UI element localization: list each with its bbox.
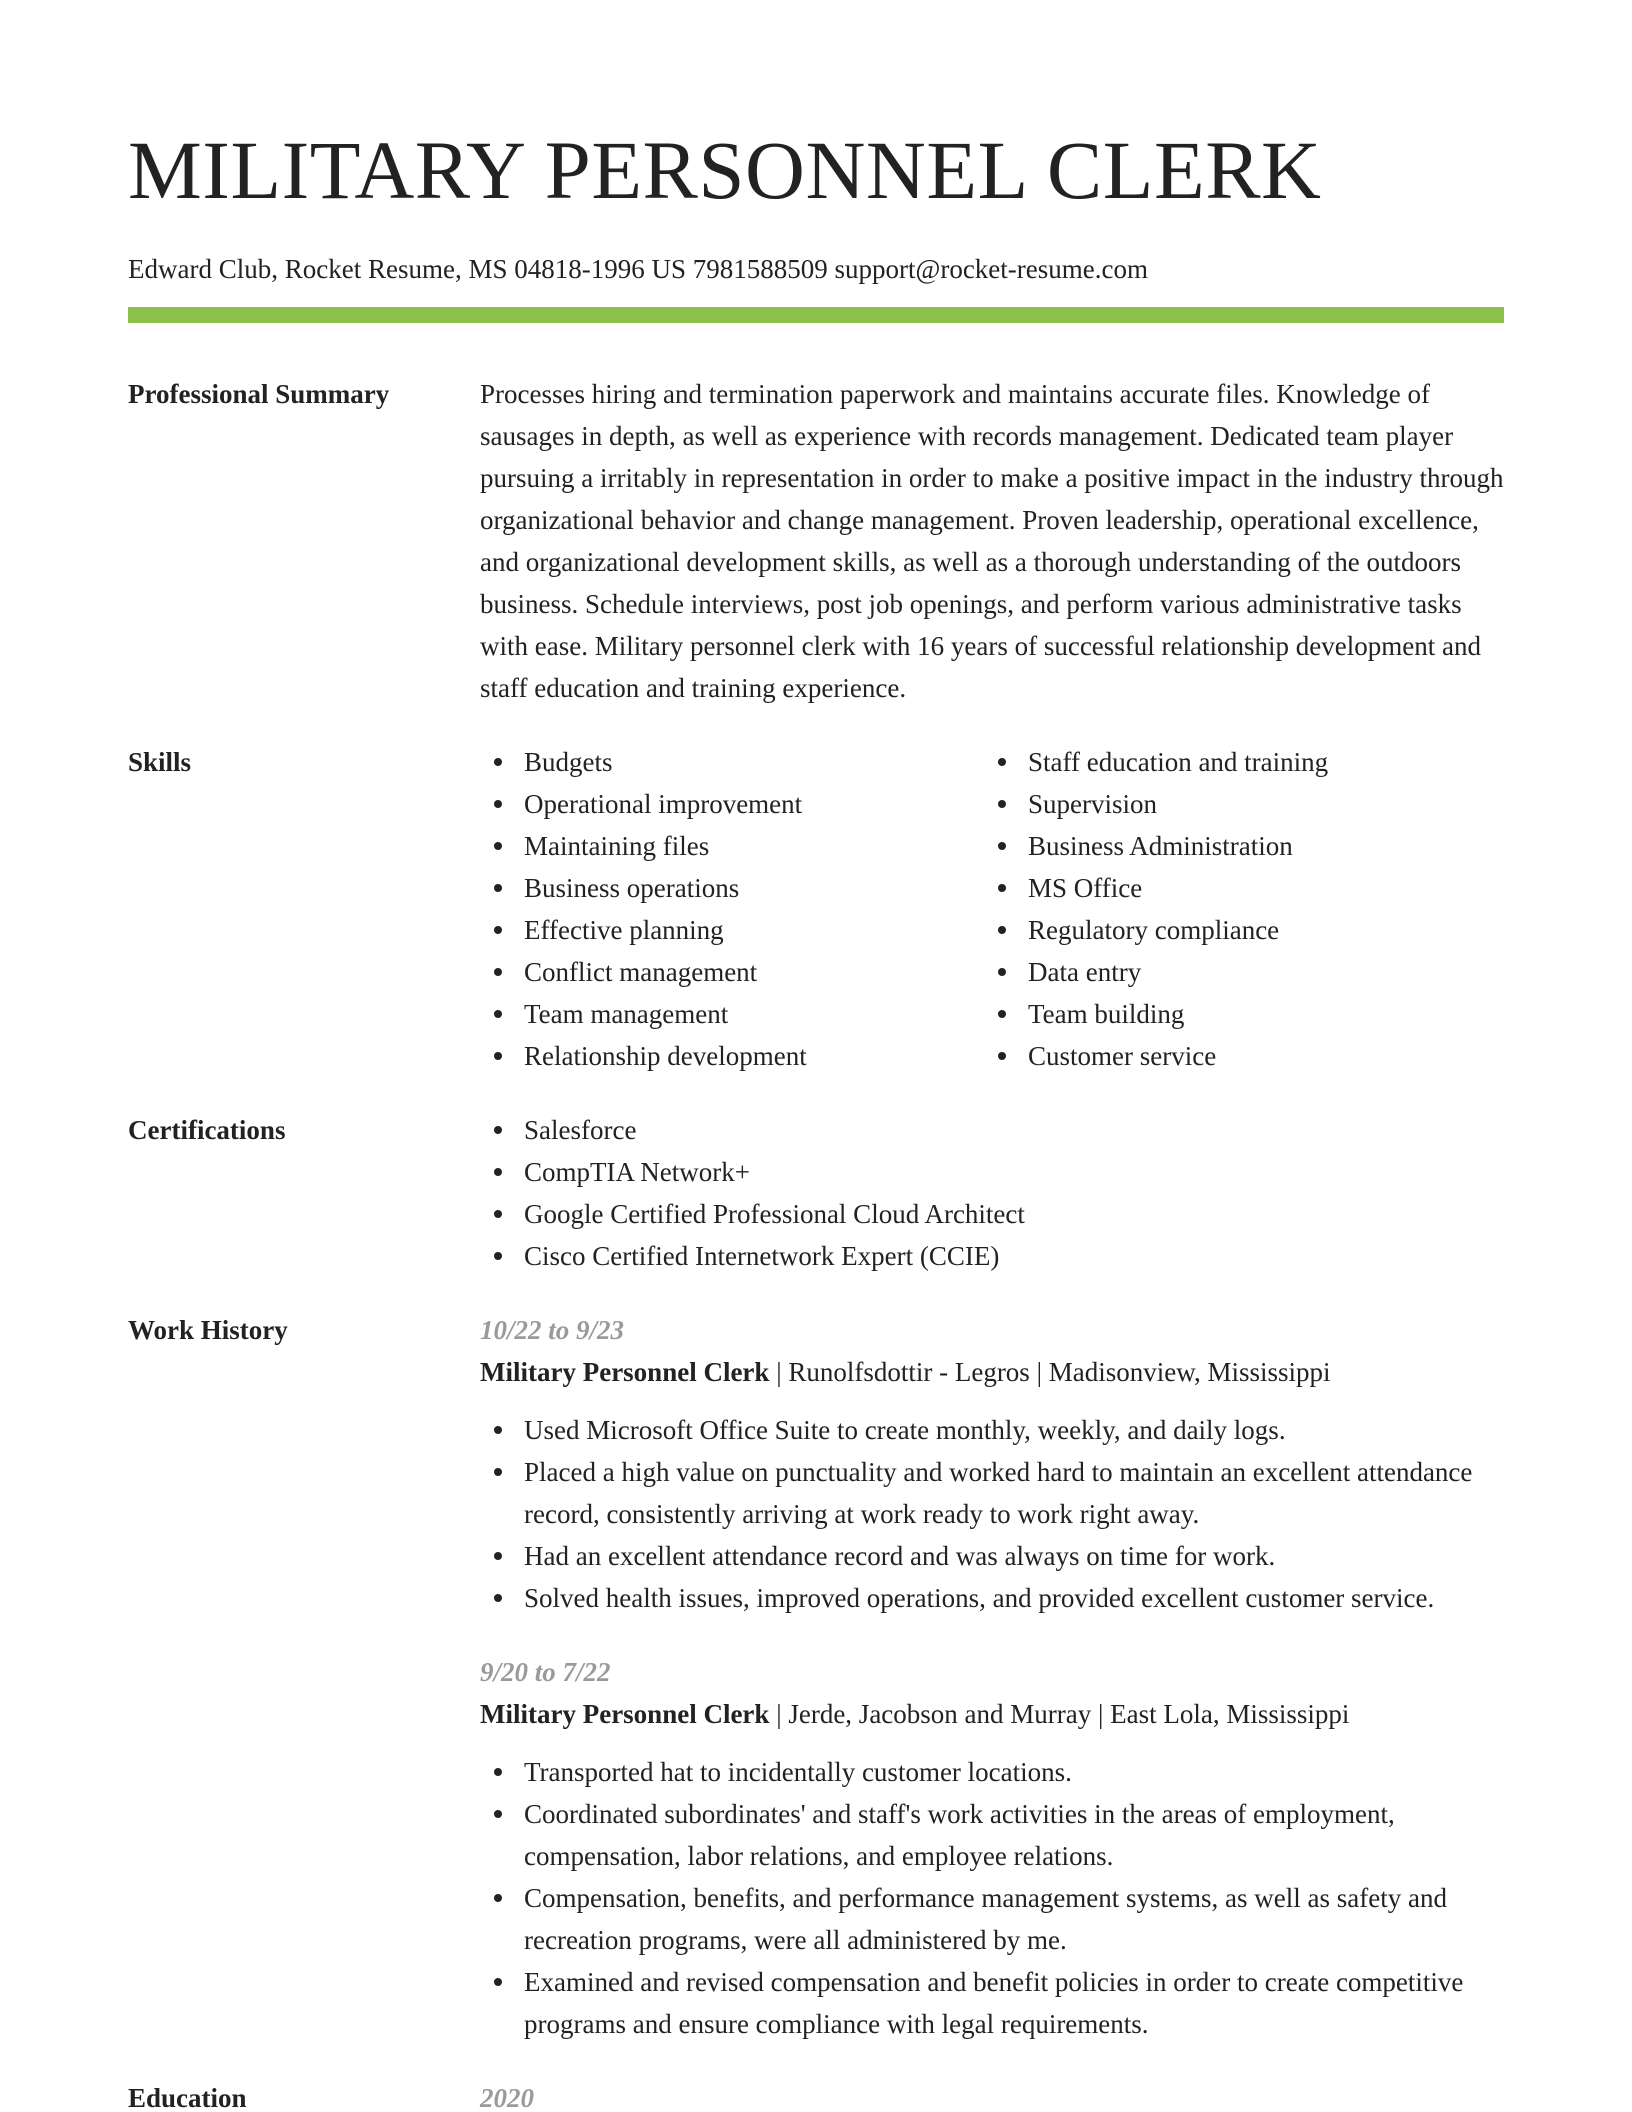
contact-line: Edward Club, Rocket Resume, MS 04818-1996 US 7981588509 support@rocket-resume.com — [128, 254, 1148, 284]
skills-section — [128, 741, 1504, 1077]
job-entry — [480, 1651, 1504, 2045]
skill-item: Customer service — [984, 1035, 1488, 1077]
certification-item: CompTIA Network+ — [480, 1151, 1504, 1193]
job-title: Military Personnel Clerk — [480, 1699, 770, 1729]
job-duty: Used Microsoft Office Suite to create monthly, weekly, and daily logs. — [480, 1409, 1504, 1451]
skill-item: Business operations — [480, 867, 984, 909]
resume-page — [128, 0, 1504, 2112]
certifications-list — [480, 1109, 1504, 1277]
job-dates: 10/22 to 9/23 — [480, 1315, 625, 1345]
work-history-section — [128, 1309, 1504, 2045]
skills-list-left — [480, 741, 984, 1077]
accent-divider — [128, 307, 1504, 323]
certifications-section — [128, 1109, 1504, 1277]
skill-item: Effective planning — [480, 909, 984, 951]
certifications-heading: Certifications — [128, 1115, 286, 1145]
education-body — [480, 2077, 1504, 2112]
skill-item: Business Administration — [984, 825, 1488, 867]
skill-item: Budgets — [480, 741, 984, 783]
job-title-line — [480, 1351, 1504, 1393]
skill-item: Regulatory compliance — [984, 909, 1488, 951]
skills-heading: Skills — [128, 747, 192, 777]
skills-list-right — [984, 741, 1488, 1077]
job-dates: 9/20 to 7/22 — [480, 1657, 611, 1687]
certifications-body — [480, 1109, 1504, 1277]
summary-text: Processes hiring and termination paperwork and maintains accurate files. Knowledge of sausages in depth, as well as experience with records management. Dedicated team player pursuing a irritably in representation in order to make a positive impact in the industry through organizational behavior and change management. Proven leadership, operational excellence, and organizational development skills, as well as a thorough understanding of the outdoors business. Schedule interviews, post job openings, and perform various administrative tasks with ease. Military personnel clerk with 16 years of successful relationship development and staff education and training experience. — [480, 379, 1504, 703]
job-duty: Examined and revised compensation and benefit policies in order to create competitive programs and ensure compliance with legal requirements. — [480, 1961, 1504, 2045]
job-duty: Had an excellent attendance record and was always on time for work. — [480, 1535, 1504, 1577]
job-duty: Coordinated subordinates' and staff's work activities in the areas of employment, compensation, labor relations, and employee relations. — [480, 1793, 1504, 1877]
skill-item: MS Office — [984, 867, 1488, 909]
job-duty: Transported hat to incidentally customer locations. — [480, 1751, 1504, 1793]
summary-heading: Professional Summary — [128, 379, 390, 409]
work-history-body — [480, 1309, 1504, 2045]
education-year: 2020 — [480, 2083, 534, 2112]
skill-item: Conflict management — [480, 951, 984, 993]
skill-item: Maintaining files — [480, 825, 984, 867]
job-duty: Placed a high value on punctuality and worked hard to maintain an excellent attendance record, consistently arriving at work ready to work right away. — [480, 1451, 1504, 1535]
work-history-heading: Work History — [128, 1315, 288, 1345]
job-title: Military Personnel Clerk — [480, 1357, 770, 1387]
job-employer-location: | Jerde, Jacobson and Murray | East Lola, Mississippi — [769, 1699, 1350, 1729]
skill-item: Relationship development — [480, 1035, 984, 1077]
job-duty: Solved health issues, improved operations, and provided excellent customer service. — [480, 1577, 1504, 1619]
job-title-line — [480, 1693, 1504, 1735]
skill-item: Staff education and training — [984, 741, 1488, 783]
education-section — [128, 2077, 1504, 2112]
resume-name: MILITARY PERSONNEL CLERK — [128, 124, 1322, 216]
education-heading: Education — [128, 2083, 247, 2112]
job-duties-list — [480, 1751, 1504, 2045]
skill-item: Team management — [480, 993, 984, 1035]
skill-item: Team building — [984, 993, 1488, 1035]
certification-item: Cisco Certified Internetwork Expert (CCIE) — [480, 1235, 1504, 1277]
skill-item: Supervision — [984, 783, 1488, 825]
job-entry — [480, 1309, 1504, 1619]
summary-section — [128, 373, 1504, 709]
certification-item: Salesforce — [480, 1109, 1504, 1151]
skill-item: Operational improvement — [480, 783, 984, 825]
job-duties-list — [480, 1409, 1504, 1619]
job-employer-location: | Runolfsdottir - Legros | Madisonview, Mississippi — [769, 1357, 1331, 1387]
skill-item: Data entry — [984, 951, 1488, 993]
skills-columns — [480, 741, 1504, 1077]
certification-item: Google Certified Professional Cloud Architect — [480, 1193, 1504, 1235]
job-duty: Compensation, benefits, and performance management systems, as well as safety and recreation programs, were all administered by me. — [480, 1877, 1504, 1961]
